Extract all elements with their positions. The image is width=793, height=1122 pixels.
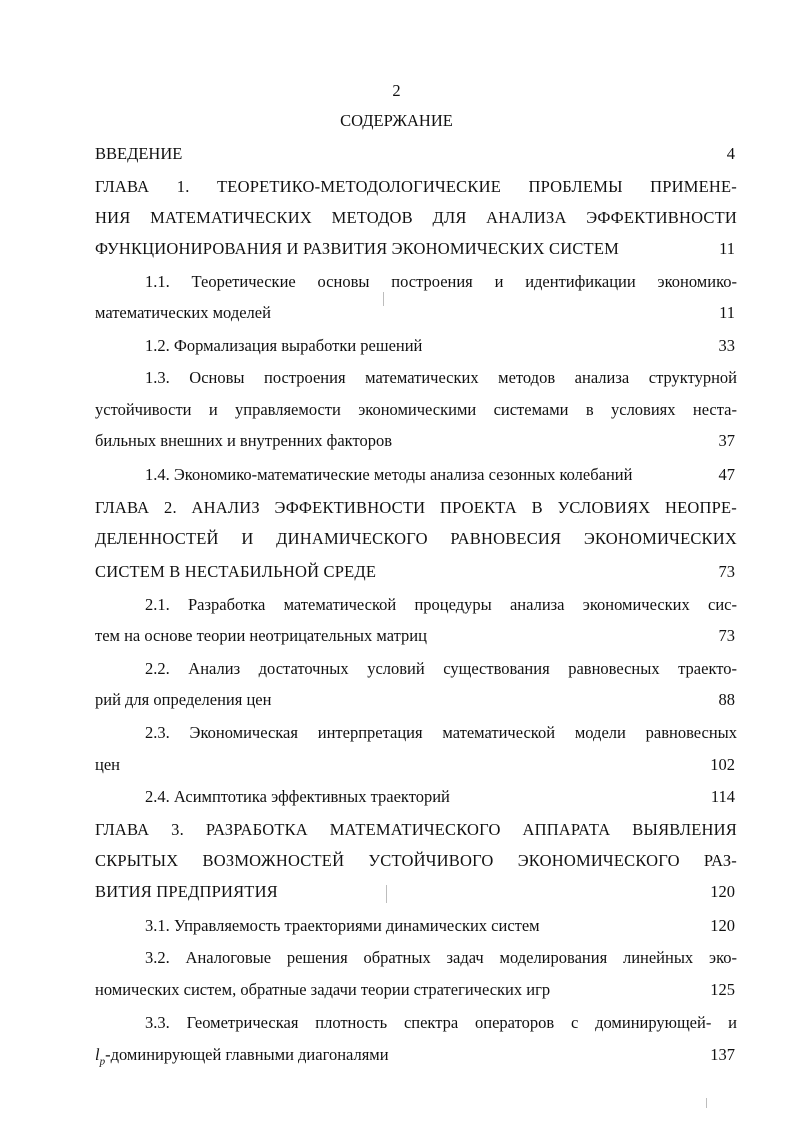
- toc-chapter2-line1: ГЛАВА 2. АНАЛИЗ ЭФФЕКТИВНОСТИ ПРОЕКТА В УСЛОВИЯХ НЕОПРЕ-: [95, 498, 737, 517]
- toc-section-2-1-line1: 2.1. Разработка математической процедуры анализа экономических сис-: [145, 595, 737, 614]
- toc-section-3-3-line2-text: -доминирующей главными диагоналями: [105, 1045, 389, 1064]
- toc-section-1-3-line3: бильных внешних и внутренних факторов: [95, 431, 392, 450]
- toc-chapter3-page: 120: [710, 882, 735, 901]
- toc-section-2-1-line2: тем на основе теории неотрицательных матриц: [95, 626, 427, 645]
- toc-chapter1-line2: НИЯ МАТЕМАТИЧЕСКИХ МЕТОДОВ ДЛЯ АНАЛИЗА ЭФФЕКТИВНОСТИ: [95, 208, 737, 227]
- page-number: 2: [392, 81, 401, 100]
- scan-speck: [386, 885, 387, 903]
- toc-section-2-4-page: 114: [710, 787, 735, 806]
- toc-section-1-4-page: 47: [718, 465, 735, 484]
- toc-section-3-1: 3.1. Управляемость траекториями динамических систем: [145, 916, 540, 935]
- toc-section-3-2-page: 125: [710, 980, 735, 999]
- toc-section-1-2: 1.2. Формализация выработки решений: [145, 336, 423, 355]
- toc-section-1-1-line1: 1.1. Теоретические основы построения и идентификации экономико-: [145, 272, 737, 291]
- lp-subscript: p: [99, 1055, 106, 1068]
- toc-section-3-2-line1: 3.2. Аналоговые решения обратных задач моделирования линейных эко-: [145, 948, 737, 967]
- toc-section-2-3-line1: 2.3. Экономическая интерпретация математической модели равновесных: [145, 723, 737, 742]
- toc-section-1-2-page: 33: [718, 336, 735, 355]
- toc-section-1-3-line1: 1.3. Основы построения математических методов анализа структурной: [145, 368, 737, 387]
- page-title: СОДЕРЖАНИЕ: [340, 111, 453, 130]
- toc-section-2-1-page: 73: [718, 626, 735, 645]
- toc-section-2-2-line1: 2.2. Анализ достаточных условий существования равновесных траекто-: [145, 659, 737, 678]
- toc-section-3-3-page: 137: [710, 1045, 735, 1064]
- toc-section-1-1-page: 11: [719, 303, 735, 322]
- toc-section-1-3-page: 37: [718, 431, 735, 450]
- toc-section-2-4: 2.4. Асимптотика эффективных траекторий: [145, 787, 450, 806]
- toc-chapter1-line1: ГЛАВА 1. ТЕОРЕТИКО-МЕТОДОЛОГИЧЕСКИЕ ПРОБЛЕМЫ ПРИМЕНЕ-: [95, 177, 737, 196]
- toc-section-1-4: 1.4. Экономико-математические методы анализа сезонных колебаний: [145, 465, 633, 484]
- toc-section-3-3-line1: 3.3. Геометрическая плотность спектра операторов с доминирующей- и: [145, 1013, 737, 1032]
- scan-speck: [706, 1098, 707, 1108]
- toc-intro-page: 4: [726, 144, 735, 163]
- toc-chapter3-line1: ГЛАВА 3. РАЗРАБОТКА МАТЕМАТИЧЕСКОГО АППАРАТА ВЫЯВЛЕНИЯ: [95, 820, 737, 839]
- toc-section-3-2-line2: номических систем, обратные задачи теории стратегических игр: [95, 980, 551, 999]
- toc-section-1-1-line2: математических моделей: [95, 303, 271, 322]
- toc-intro-label: ВВЕДЕНИЕ: [95, 144, 183, 163]
- toc-chapter3-line3: ВИТИЯ ПРЕДПРИЯТИЯ: [95, 882, 278, 901]
- lp-symbol: l: [95, 1045, 100, 1064]
- toc-chapter2-line2: ДЕЛЕННОСТЕЙ И ДИНАМИЧЕСКОГО РАВНОВЕСИЯ ЭКОНОМИЧЕСКИХ: [95, 529, 737, 548]
- toc-section-3-3-line2: [95, 1044, 389, 1072]
- toc-chapter1-page: 11: [719, 239, 735, 258]
- toc-section-2-3-line2: цен: [95, 755, 120, 774]
- toc-chapter3-line2: СКРЫТЫХ ВОЗМОЖНОСТЕЙ УСТОЙЧИВОГО ЭКОНОМИЧЕСКОГО РАЗ-: [95, 851, 737, 870]
- toc-section-2-3-page: 102: [710, 755, 735, 774]
- toc-section-2-2-line2: рий для определения цен: [95, 690, 272, 709]
- scan-speck: [383, 292, 384, 306]
- toc-chapter2-page: 73: [718, 562, 735, 581]
- toc-section-2-2-page: 88: [718, 690, 735, 709]
- toc-section-3-1-page: 120: [710, 916, 735, 935]
- toc-chapter2-line3: СИСТЕМ В НЕСТАБИЛЬНОЙ СРЕДЕ: [95, 562, 377, 581]
- toc-chapter1-line3: ФУНКЦИОНИРОВАНИЯ И РАЗВИТИЯ ЭКОНОМИЧЕСКИХ СИСТЕМ: [95, 239, 619, 258]
- toc-section-1-3-line2: устойчивости и управляемости экономическими системами в условиях неста-: [95, 400, 737, 419]
